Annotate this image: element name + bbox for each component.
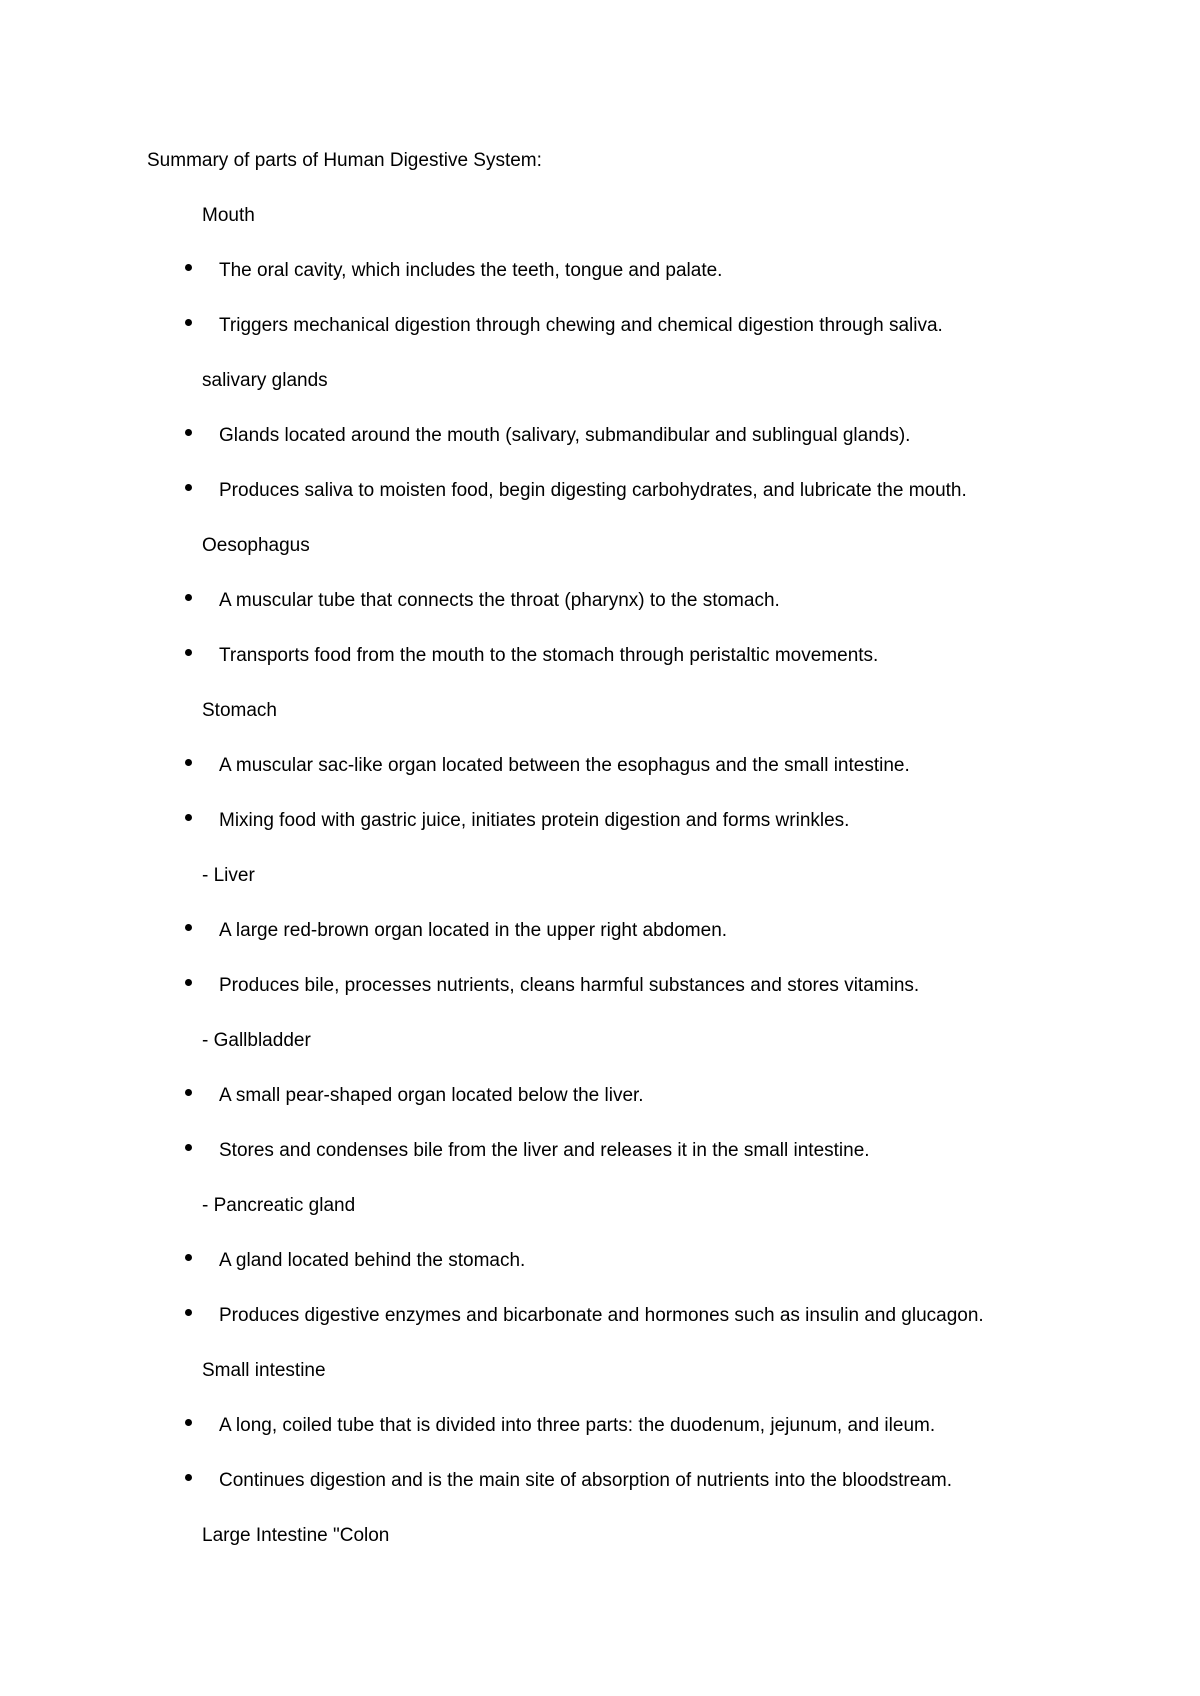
bullet-item bbox=[0, 1139, 1200, 1163]
bullet-text: Produces digestive enzymes and bicarbonate and hormones such as insulin and glucagon. bbox=[219, 1305, 984, 1326]
bullet-item bbox=[0, 974, 1200, 998]
section-heading: Large Intestine "Colon bbox=[202, 1525, 390, 1546]
bullet-text: Produces saliva to moisten food, begin digesting carbohydrates, and lubricate the mouth. bbox=[219, 480, 967, 501]
bullet-icon bbox=[185, 1089, 192, 1096]
section-heading: - Pancreatic gland bbox=[202, 1195, 356, 1216]
section-heading: Oesophagus bbox=[202, 535, 310, 556]
bullet-icon bbox=[185, 814, 192, 821]
bullet-text: A small pear-shaped organ located below the liver. bbox=[219, 1085, 644, 1106]
bullet-item bbox=[0, 754, 1200, 778]
bullet-text: Glands located around the mouth (salivary, submandibular and sublingual glands). bbox=[219, 425, 911, 446]
section-heading: Stomach bbox=[202, 700, 277, 721]
bullet-text: A gland located behind the stomach. bbox=[219, 1250, 526, 1271]
bullet-icon bbox=[185, 594, 192, 601]
bullet-item bbox=[0, 809, 1200, 833]
bullet-icon bbox=[185, 759, 192, 766]
bullet-icon bbox=[185, 1474, 192, 1481]
bullet-text: Mixing food with gastric juice, initiates protein digestion and forms wrinkles. bbox=[219, 810, 850, 831]
bullet-item bbox=[0, 644, 1200, 668]
bullet-item bbox=[0, 314, 1200, 338]
bullet-item bbox=[0, 589, 1200, 613]
section-heading: salivary glands bbox=[202, 370, 328, 391]
bullet-text: A muscular sac-like organ located between the esophagus and the small intestine. bbox=[219, 755, 910, 776]
bullet-icon bbox=[185, 429, 192, 436]
bullet-item bbox=[0, 919, 1200, 943]
bullet-item bbox=[0, 1414, 1200, 1438]
bullet-icon bbox=[185, 319, 192, 326]
bullet-icon bbox=[185, 924, 192, 931]
bullet-icon bbox=[185, 649, 192, 656]
bullet-text: Transports food from the mouth to the stomach through peristaltic movements. bbox=[219, 645, 879, 666]
bullet-text: Triggers mechanical digestion through chewing and chemical digestion through saliva. bbox=[219, 315, 943, 336]
bullet-item bbox=[0, 1304, 1200, 1328]
bullet-icon bbox=[185, 264, 192, 271]
bullet-icon bbox=[185, 484, 192, 491]
bullet-item bbox=[0, 1469, 1200, 1493]
bullet-text: Continues digestion and is the main site of absorption of nutrients into the bloodstream. bbox=[219, 1470, 952, 1491]
bullet-icon bbox=[185, 1254, 192, 1261]
bullet-text: Stores and condenses bile from the liver and releases it in the small intestine. bbox=[219, 1140, 870, 1161]
section-heading: Mouth bbox=[202, 205, 255, 226]
bullet-text: A long, coiled tube that is divided into three parts: the duodenum, jejunum, and ileum. bbox=[219, 1415, 936, 1436]
bullet-icon bbox=[185, 979, 192, 986]
section-heading: - Gallbladder bbox=[202, 1030, 311, 1051]
document-title: Summary of parts of Human Digestive System: bbox=[147, 150, 542, 171]
bullet-item bbox=[0, 1084, 1200, 1108]
bullet-item bbox=[0, 479, 1200, 503]
section-heading: Small intestine bbox=[202, 1360, 326, 1381]
bullet-icon bbox=[185, 1309, 192, 1316]
bullet-text: The oral cavity, which includes the teeth, tongue and palate. bbox=[219, 260, 723, 281]
bullet-icon bbox=[185, 1144, 192, 1151]
bullet-text: A muscular tube that connects the throat (pharynx) to the stomach. bbox=[219, 590, 780, 611]
section-heading: - Liver bbox=[202, 865, 255, 886]
bullet-text: A large red-brown organ located in the upper right abdomen. bbox=[219, 920, 728, 941]
bullet-item bbox=[0, 424, 1200, 448]
bullet-icon bbox=[185, 1419, 192, 1426]
bullet-item bbox=[0, 259, 1200, 283]
bullet-text: Produces bile, processes nutrients, cleans harmful substances and stores vitamins. bbox=[219, 975, 920, 996]
bullet-item bbox=[0, 1249, 1200, 1273]
